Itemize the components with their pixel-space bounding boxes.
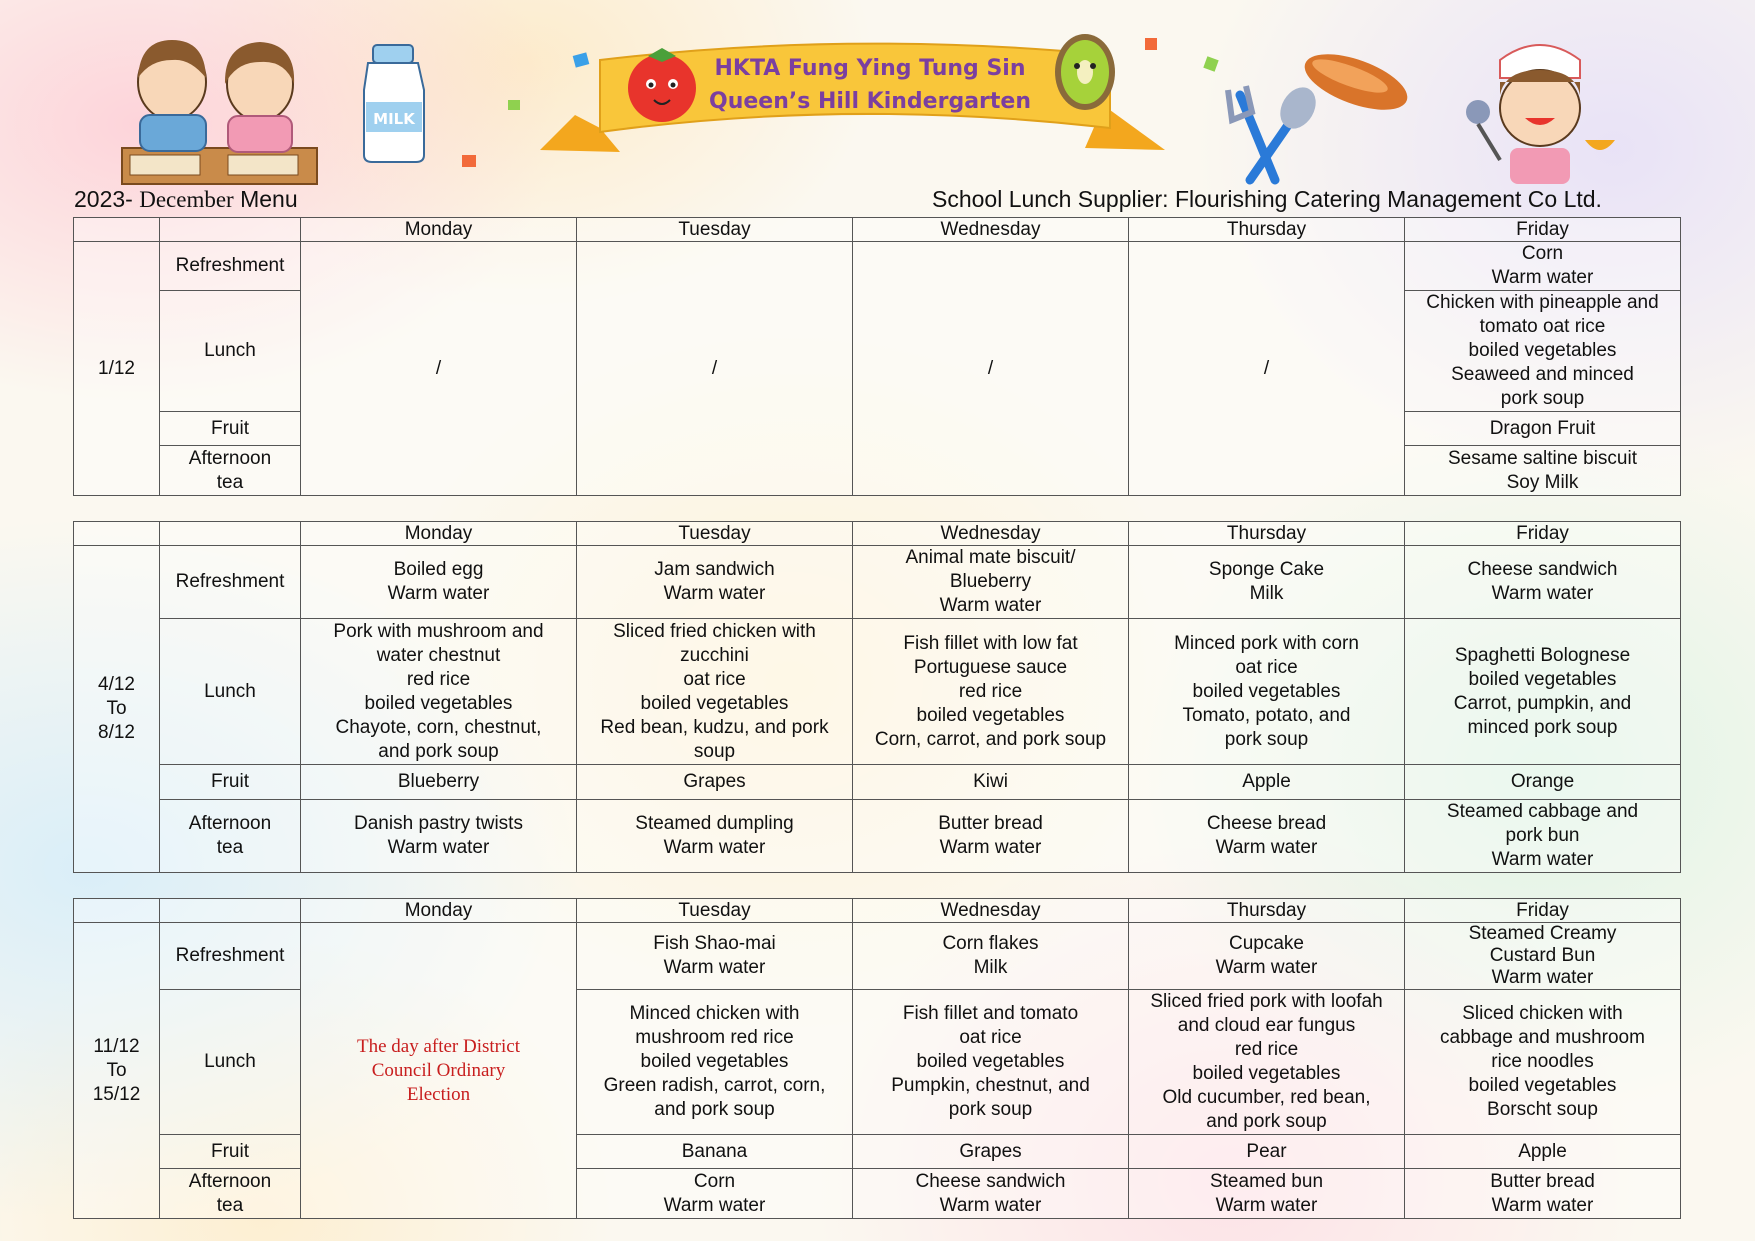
menu-line: water chestnut (376, 644, 501, 666)
category-refreshment: Refreshment (160, 923, 301, 990)
menu-line: tomato oat rice (1479, 316, 1606, 337)
day-wednesday: Wednesday (853, 899, 1129, 923)
menu-line: Warm water (387, 583, 490, 604)
menu-line: Warm water (939, 1194, 1042, 1216)
note-line: Council Ordinary (371, 1059, 506, 1081)
menu-line: Warm water (1491, 267, 1594, 288)
menu-cell (1129, 923, 1405, 990)
menu-line: Spaghetti Bolognese (1454, 644, 1631, 666)
menu-line: Portuguese sauce (913, 656, 1068, 678)
menu-line: Corn flakes (942, 933, 1039, 954)
menu-cell (1129, 619, 1405, 765)
week-date (74, 546, 160, 873)
menu-line: zucchini (680, 644, 749, 666)
menu-cell (1405, 923, 1681, 990)
menu-line: Corn, carrot, and pork soup (874, 728, 1107, 750)
menu-line: and pork soup (1206, 1111, 1327, 1132)
menu-line: Warm water (663, 837, 766, 858)
corner-cell (74, 522, 160, 546)
menu-line: Chicken with pineapple and (1426, 292, 1659, 313)
menu-cell: Grapes (577, 765, 853, 800)
menu-line: Fish Shao-mai (653, 933, 776, 954)
menu-line: Milk (1249, 583, 1284, 604)
week-1-table (73, 217, 1681, 496)
menu-cell (1129, 990, 1405, 1135)
corner-cell (74, 218, 160, 242)
menu-cell (853, 800, 1129, 873)
menu-cell (1405, 619, 1681, 765)
menu-line: minced pork soup (1467, 716, 1618, 738)
day-wednesday: Wednesday (853, 218, 1129, 242)
menu-line: Minced chicken with (629, 1003, 800, 1024)
day-friday: Friday (1405, 218, 1681, 242)
menu-line: red rice (406, 668, 471, 690)
holiday-note (301, 923, 577, 1219)
empty-day-cell: / (577, 242, 853, 496)
school-name-line2: Queen’s Hill Kindergarten (709, 89, 1031, 114)
menu-cell (577, 1169, 853, 1219)
category-line: Afternoon (188, 447, 272, 469)
menu-line: Warm water (663, 583, 766, 604)
category-line: Afternoon (188, 1170, 272, 1192)
day-tuesday: Tuesday (577, 522, 853, 546)
category-fruit: Fruit (160, 412, 301, 446)
school-name-line1: HKTA Fung Ying Tung Sin (714, 56, 1026, 81)
menu-cell (1405, 242, 1681, 291)
date-line: 4/12 (98, 674, 135, 695)
note-line: The day after District (356, 1035, 520, 1057)
menu-month: December (139, 187, 234, 212)
category-afternoon-tea (160, 446, 301, 496)
menu-line: Green radish, carrot, corn, (603, 1075, 826, 1096)
menu-line: red rice (958, 680, 1023, 702)
menu-line: Warm water (939, 837, 1042, 858)
category-lunch: Lunch (160, 619, 301, 765)
menu-line: Corn (1521, 243, 1564, 264)
date-line: To (106, 1059, 127, 1081)
day-tuesday: Tuesday (577, 899, 853, 923)
week-3-table (73, 898, 1681, 1219)
school-name (690, 52, 1050, 118)
menu-line: Pork with mushroom and (333, 620, 544, 642)
category-line: tea (216, 837, 244, 858)
menu-line: Blueberry (949, 571, 1032, 592)
menu-cell: Apple (1129, 765, 1405, 800)
menu-line: Steamed dumpling (635, 813, 794, 834)
category-lunch: Lunch (160, 990, 301, 1135)
menu-line: Old cucumber, red bean, (1162, 1087, 1371, 1108)
menu-cell: Dragon Fruit (1405, 412, 1681, 446)
menu-line: Jam sandwich (654, 559, 775, 580)
empty-day-cell: / (301, 242, 577, 496)
menu-line: Steamed cabbage and (1446, 801, 1639, 822)
category-header-cell (160, 218, 301, 242)
menu-line: Warm water (1491, 1194, 1594, 1216)
menu-line: Pumpkin, chestnut, and (891, 1075, 1090, 1096)
category-afternoon-tea (160, 1169, 301, 1219)
menu-line: Fish fillet with low fat (903, 632, 1078, 654)
menu-line: Fish fillet and tomato (902, 1003, 1079, 1024)
menu-line: Sliced chicken with (1462, 1003, 1623, 1024)
menu-line: Seaweed and minced (1451, 364, 1634, 385)
menu-line: Carrot, pumpkin, and (1453, 692, 1632, 714)
menu-line: soup (693, 740, 736, 762)
menu-line: Borscht soup (1487, 1099, 1598, 1120)
kiwi-mascot-icon (1055, 34, 1115, 110)
milk-label: MILK (373, 110, 415, 128)
day-thursday: Thursday (1129, 899, 1405, 923)
menu-line: boiled vegetables (916, 704, 1065, 726)
menu-word: Menu (240, 186, 298, 212)
menu-cell: Banana (577, 1135, 853, 1169)
menu-line: Soy Milk (1506, 471, 1579, 493)
menu-cell (853, 619, 1129, 765)
menu-line: Boiled egg (393, 559, 484, 580)
category-lunch: Lunch (160, 291, 301, 412)
menu-line: Steamed bun (1209, 1170, 1324, 1192)
menu-cell (1405, 800, 1681, 873)
menu-cell: Pear (1129, 1135, 1405, 1169)
day-monday: Monday (301, 218, 577, 242)
category-header-cell (160, 899, 301, 923)
menu-line: boiled vegetables (1192, 680, 1341, 702)
day-thursday: Thursday (1129, 218, 1405, 242)
menu-cell (1129, 800, 1405, 873)
lunch-supplier: School Lunch Supplier: Flourishing Catering Management Co Ltd. (932, 186, 1602, 212)
day-friday: Friday (1405, 899, 1681, 923)
menu-line: Cheese sandwich (1467, 559, 1618, 580)
menu-line: pork soup (948, 1099, 1033, 1120)
fork-spoon-icon (1228, 81, 1323, 180)
menu-line: Sesame saltine biscuit (1447, 447, 1638, 469)
menu-line: oat rice (683, 668, 746, 690)
menu-line: boiled vegetables (1468, 340, 1617, 361)
menu-month-title (74, 186, 298, 213)
category-header-cell (160, 522, 301, 546)
day-tuesday: Tuesday (577, 218, 853, 242)
date-line: 8/12 (98, 722, 135, 743)
date-line: To (106, 698, 127, 719)
bread-icon (1298, 43, 1415, 121)
menu-cell (1405, 1169, 1681, 1219)
date-line: 11/12 (93, 1035, 140, 1057)
menu-cell (301, 619, 577, 765)
chef-girl-illustration (1466, 45, 1615, 184)
menu-line: oat rice (959, 1027, 1022, 1048)
menu-cell (1405, 990, 1681, 1135)
menu-line: boiled vegetables (640, 692, 789, 714)
menu-line: pork soup (1224, 728, 1309, 750)
menu-cell (577, 800, 853, 873)
menu-line: Sliced fried pork with loofah (1150, 991, 1383, 1012)
week-2-table (73, 521, 1681, 873)
menu-cell (1129, 1169, 1405, 1219)
menu-cell (577, 619, 853, 765)
menu-cell (853, 923, 1129, 990)
menu-line: boiled vegetables (640, 1051, 789, 1072)
menu-line: boiled vegetables (1468, 1075, 1617, 1096)
menu-line: Warm water (387, 837, 490, 858)
menu-cell (577, 990, 853, 1135)
menu-cell (1129, 546, 1405, 619)
day-monday: Monday (301, 899, 577, 923)
menu-cell (1405, 291, 1681, 412)
menu-line: Tomato, potato, and (1182, 704, 1351, 726)
menu-line: Red bean, kudzu, and pork (600, 716, 829, 738)
menu-line: Butter bread (1490, 1170, 1595, 1192)
menu-line: Warm water (1491, 967, 1594, 988)
category-afternoon-tea (160, 800, 301, 873)
empty-day-cell: / (853, 242, 1129, 496)
menu-line: and cloud ear fungus (1177, 1015, 1356, 1036)
menu-line: Warm water (1215, 1194, 1318, 1216)
menu-line: pork bun (1505, 825, 1580, 846)
menu-cell: Grapes (853, 1135, 1129, 1169)
menu-line: and pork soup (654, 1099, 775, 1120)
date-line: 15/12 (92, 1083, 141, 1105)
menu-cell (1405, 546, 1681, 619)
menu-line: red rice (1234, 1039, 1299, 1060)
date-line: 1/12 (98, 357, 135, 379)
corner-cell (74, 899, 160, 923)
menu-line: Sponge Cake (1208, 559, 1325, 580)
milk-bottle-icon (364, 45, 424, 162)
menu-line: and pork soup (378, 740, 499, 762)
day-wednesday: Wednesday (853, 522, 1129, 546)
week-date (74, 242, 160, 496)
menu-line: Steamed Creamy (1468, 923, 1617, 944)
menu-cell (853, 546, 1129, 619)
children-eating-illustration (122, 40, 317, 184)
menu-line: Cheese sandwich (915, 1170, 1066, 1192)
category-refreshment: Refreshment (160, 242, 301, 291)
menu-cell: Blueberry (301, 765, 577, 800)
menu-line: Custard Bun (1489, 945, 1596, 966)
menu-line: Butter bread (938, 813, 1043, 834)
menu-line: boiled vegetables (1192, 1063, 1341, 1084)
menu-line: Milk (973, 957, 1008, 978)
menu-line: Sliced fried chicken with (613, 620, 816, 642)
menu-line: oat rice (1235, 656, 1298, 678)
menu-cell (853, 1169, 1129, 1219)
menu-cell (301, 546, 577, 619)
menu-line: Warm water (663, 957, 766, 978)
category-line: Afternoon (188, 813, 272, 834)
menu-line: Warm water (663, 1194, 766, 1216)
menu-year: 2023- (74, 186, 133, 212)
menu-cell (577, 546, 853, 619)
menu-line: mushroom red rice (635, 1027, 794, 1048)
day-thursday: Thursday (1129, 522, 1405, 546)
menu-line: boiled vegetables (364, 692, 513, 714)
menu-line: Warm water (939, 595, 1042, 616)
menu-line: Corn (693, 1170, 736, 1192)
menu-line: Animal mate biscuit/ (905, 547, 1076, 568)
menu-cell (1405, 446, 1681, 496)
week-date (74, 923, 160, 1219)
menu-line: Warm water (1215, 957, 1318, 978)
day-monday: Monday (301, 522, 577, 546)
category-line: tea (216, 1194, 244, 1216)
category-line: tea (216, 471, 244, 493)
category-fruit: Fruit (160, 1135, 301, 1169)
menu-line: pork soup (1500, 388, 1585, 409)
menu-line: cabbage and mushroom (1440, 1027, 1645, 1048)
category-refreshment: Refreshment (160, 546, 301, 619)
menu-line: Minced pork with corn (1174, 632, 1359, 654)
day-friday: Friday (1405, 522, 1681, 546)
menu-line: Warm water (1215, 837, 1318, 858)
category-fruit: Fruit (160, 765, 301, 800)
menu-line: boiled vegetables (916, 1051, 1065, 1072)
menu-line: Cupcake (1229, 933, 1304, 954)
menu-cell: Orange (1405, 765, 1681, 800)
menu-line: Danish pastry twists (354, 813, 523, 834)
menu-line: Cheese bread (1206, 813, 1327, 834)
menu-line: Warm water (1491, 849, 1594, 870)
empty-day-cell: / (1129, 242, 1405, 496)
menu-cell: Kiwi (853, 765, 1129, 800)
menu-line: Chayote, corn, chestnut, (335, 716, 542, 738)
menu-cell (301, 800, 577, 873)
menu-line: rice noodles (1491, 1051, 1594, 1072)
note-line: Election (406, 1083, 471, 1105)
menu-line: boiled vegetables (1468, 668, 1617, 690)
menu-line: Warm water (1491, 583, 1594, 604)
menu-cell (853, 990, 1129, 1135)
menu-cell (577, 923, 853, 990)
menu-cell: Apple (1405, 1135, 1681, 1169)
